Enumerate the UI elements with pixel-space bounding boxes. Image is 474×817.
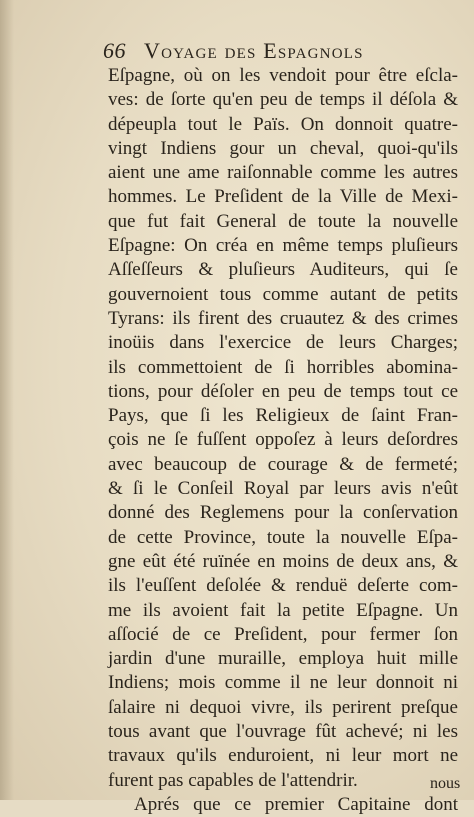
- text-line: Tyrans: ils firent des cruautez & des crimes: [108, 307, 458, 329]
- text-line: Eſpagne: On créa en même temps pluſieurs: [108, 235, 458, 257]
- text-line: me ils avoient fait la petite Eſpagne. Un: [108, 599, 458, 621]
- text-line: ves: de ſorte qu'en peu de temps il déſola &: [108, 89, 458, 111]
- text-line: donné des Reglemens pour la conſervation: [108, 502, 458, 524]
- page-gutter-shadow: [0, 0, 14, 800]
- text-line: de cette Province, toute la nouvelle Eſpa-: [108, 526, 458, 548]
- text-line: ils l'euſſent deſolée & renduë deſerte com-: [108, 575, 458, 597]
- text-line: Indiens; mois comme il ne leur donnoit ni: [108, 672, 458, 694]
- page-number: 66: [103, 38, 126, 63]
- text-line: tions, pour déſoler en peu de temps tout ce: [108, 380, 458, 402]
- text-line: ſalaire ni dequoi vivre, ils perirent preſque: [108, 696, 458, 718]
- text-line: Aſſeſſeurs & pluſieurs Auditeurs, qui ſe: [108, 259, 458, 281]
- text-line: inoüis dans l'exercice de leurs Charges;: [108, 332, 458, 354]
- text-line-paragraph-start: Aprés que ce premier Capitaine dont: [134, 793, 458, 815]
- text-line: çois ne ſe fuſſent oppoſez à leurs deſordres: [108, 429, 458, 451]
- text-line: jardin d'une muraille, employa huit mille: [108, 648, 458, 670]
- text-line: travaux qu'ils enduroient, ni leur mort ne: [108, 745, 458, 767]
- text-line: que fut fait General de toute la nouvelle: [108, 210, 458, 232]
- text-line-paragraph-end: furent pas capables de l'attendrir.: [108, 769, 358, 791]
- text-line: aient une ame raiſonnable comme les autres: [108, 162, 458, 184]
- text-line: gouvernoient tous comme autant de petits: [108, 283, 458, 305]
- text-line: avec beaucoup de courage & de fermeté;: [108, 453, 458, 475]
- text-line: & ſi le Conſeil Royal par leurs avis n'eût: [108, 478, 458, 500]
- text-line: Pays, que ſi les Religieux de ſaint Fran-: [108, 405, 458, 427]
- text-line: vingt Indiens gour un cheval, quoi-qu'ils: [108, 137, 458, 159]
- text-line: hommes. Le Preſident de la Ville de Mexi-: [108, 186, 458, 208]
- page-header: [103, 38, 463, 64]
- text-line: Eſpagne, où on les vendoit pour être eſcla-: [108, 65, 458, 86]
- text-line: dépeupla tout le Païs. On donnoit quatre-: [108, 113, 458, 135]
- text-line: gne eût été ruïnée en moins de deux ans, &: [108, 550, 458, 572]
- text-line: ils commettoient de ſi horribles abomina-: [108, 356, 458, 378]
- text-line: tous avant que l'ouvrage fût achevé; ni les: [108, 721, 458, 743]
- running-title: Voyage des Espagnols: [144, 38, 364, 63]
- text-line: aſſocié de ce Preſident, pour fermer ſon: [108, 623, 458, 645]
- catchword: nous: [430, 775, 461, 792]
- body-text: [108, 64, 461, 817]
